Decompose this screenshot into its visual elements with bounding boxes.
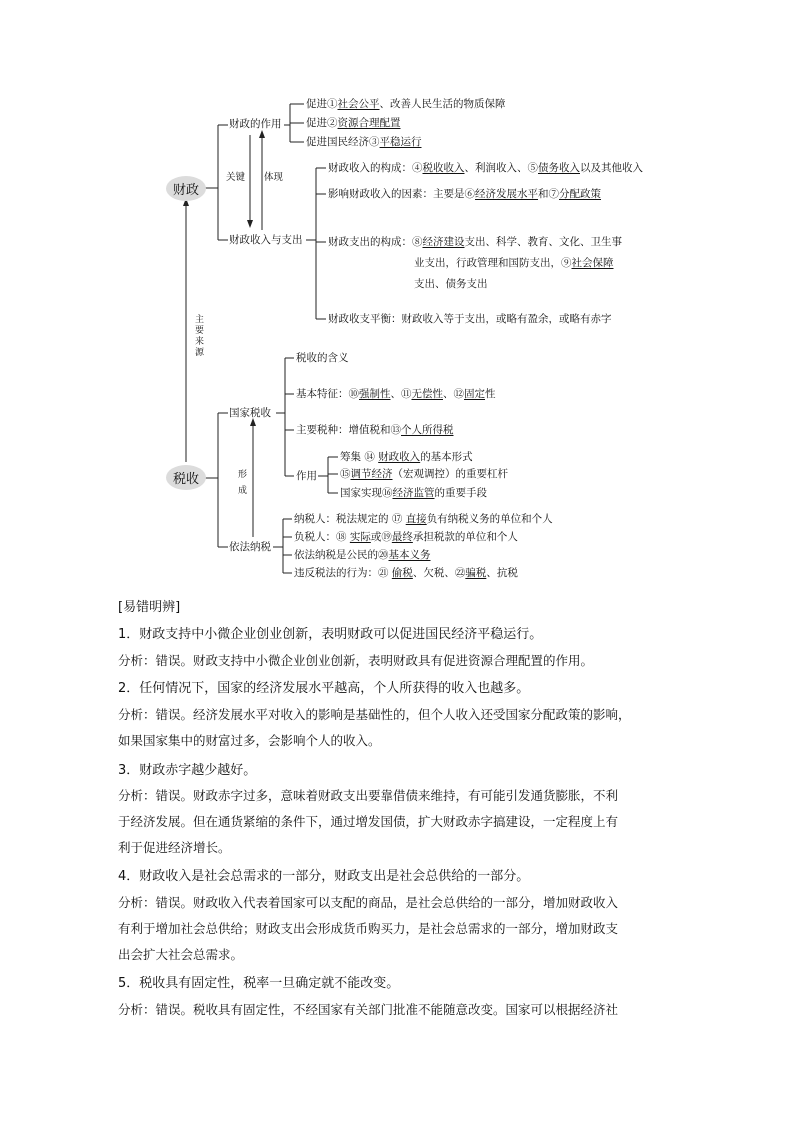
guojia-role-2 [340, 468, 508, 481]
text: 主要税种：增值税和⑬ [296, 424, 401, 436]
text: （宏观调控）的重要杠杆 [392, 468, 508, 480]
text: 促进① [306, 98, 338, 110]
analysis-2-line1: 分析：错误。经济发展水平对收入的影响是基础性的，但个人收入还受国家分配政策的影响， [118, 707, 631, 722]
text: 支出、科学、教育、文化、卫生事 [464, 236, 622, 248]
key-answer: 调节经济 [350, 468, 393, 480]
guojia-meaning: 税收的含义 [296, 352, 349, 364]
zuoyong-item-1 [306, 98, 506, 111]
guojia-features [296, 388, 496, 401]
analysis-3-line1: 分析：错误。财政赤字过多，意味着财政支出要靠借债来维持，有可能引发通货膨胀，不利 [118, 788, 619, 803]
analysis-4-line3: 出会扩大社会总需求。 [118, 947, 244, 962]
key-answer: 基本义务 [388, 549, 431, 561]
text: 的重要手段 [434, 487, 487, 499]
question-5: 5．税收具有固定性，税率一旦确定就不能改变。 [118, 976, 400, 991]
key-answer: 分配政策 [559, 188, 601, 200]
node-caizheng: 财政 [166, 176, 206, 201]
text: 财政支出的构成：⑧ [328, 236, 423, 248]
shouzhi-spending-line2 [414, 257, 614, 270]
question-3: 3．财政赤字越少越好。 [118, 763, 257, 778]
key-answer: 个人所得税 [401, 424, 454, 436]
analysis-4-line2: 有利于增加社会总供给；财政支出会形成货币购买力，是社会总需求的一部分，增加财政支 [118, 921, 619, 936]
key-answer: 骗税 [465, 567, 487, 579]
analysis-2-line2: 如果国家集中的财富过多，会影响个人的收入。 [118, 733, 381, 748]
text: 影响财政收入的因素：主要是⑥ [328, 188, 475, 200]
yifa-item-1 [294, 513, 553, 526]
text: 国家实现⑯ [340, 487, 393, 499]
key-answer: 债务收入 [538, 162, 580, 174]
key-answer: 经济建设 [422, 236, 465, 248]
key-answer: 实际 [349, 531, 371, 543]
guojia-role-1 [340, 451, 473, 464]
yifa-title: 依法纳税 [229, 541, 271, 553]
text: 、抗税 [486, 567, 518, 579]
text: 促进国民经济③ [306, 136, 380, 148]
text: 和⑦ [538, 188, 559, 200]
text: 负税人：⑱ [294, 531, 350, 543]
shouzhi-spending-line3: 支出、债务支出 [414, 278, 488, 290]
key-answer: 社会公平 [337, 98, 380, 110]
text: 以及其他收入 [580, 162, 643, 174]
key-answer: 经济监管 [392, 487, 435, 499]
shouzhi-spending-line1 [328, 236, 622, 249]
text: 、⑫ [443, 388, 464, 400]
key-answer: 最终 [391, 531, 413, 543]
link-embody-label: 体现 [264, 172, 284, 183]
key-answer: 资源合理配置 [337, 117, 401, 129]
key-answer: 税收收入 [422, 162, 465, 174]
analysis-3-line3: 利于促进经济增长。 [118, 840, 231, 855]
text: 或⑲ [370, 531, 392, 543]
guojia-taxes [296, 424, 454, 437]
zuoyong-item-3 [306, 136, 422, 149]
text: 违反税法的行为：㉑ [294, 567, 392, 579]
yifa-item-3 [294, 549, 431, 562]
analysis-4-line1: 分析：错误。财政收入代表着国家可以支配的商品，是社会总供给的一部分，增加财政收入 [118, 895, 619, 910]
text: 促进② [306, 117, 338, 129]
guojia-role-3 [340, 487, 487, 500]
link-key-label: 关键 [226, 172, 246, 183]
text: 、利润收入、⑤ [464, 162, 538, 174]
analysis-1: 分析：错误。财政支持中小微企业创业创新，表明财政具有促进资源合理配置的作用。 [118, 653, 594, 668]
section-title: [易错明辨] [118, 600, 181, 615]
link-main-source-label: 主要来源 [194, 315, 204, 358]
key-answer: 财政收入 [378, 451, 421, 463]
question-1: 1．财政支持中小微企业创业创新，表明财政可以促进国民经济平稳运行。 [118, 627, 543, 642]
key-answer: 强制性 [359, 388, 391, 400]
key-answer: 经济发展水平 [475, 188, 538, 200]
guojia-role-label: 作用 [296, 470, 317, 482]
text: 纳税人：税法规定的 ⑰ [294, 513, 406, 525]
key-answer: 固定 [464, 388, 485, 400]
text: 性 [485, 388, 496, 400]
zuoyong-title: 财政的作用 [229, 118, 282, 130]
yifa-item-4 [294, 567, 518, 580]
text: 承担税款的单位和个人 [412, 531, 518, 543]
key-answer: 平稳运行 [379, 136, 422, 148]
text: 负有纳税义务的单位和个人 [426, 513, 553, 525]
node-shuishou: 税收 [166, 465, 206, 490]
shouzhi-title: 财政收入与支出 [229, 234, 303, 246]
text: 基本特征：⑩ [296, 388, 359, 400]
analysis-3-line2: 于经济发展。但在通货紧缩的条件下，通过增发国债，扩大财政赤字搞建设，一定程度上有 [118, 814, 619, 829]
shouzhi-income [328, 162, 643, 175]
link-form-label: 形成 [237, 470, 247, 496]
question-2: 2．任何情况下，国家的经济发展水平越高，个人所获得的收入也越多。 [118, 681, 530, 696]
text: ⑮ [340, 468, 351, 480]
text: 依法纳税是公民的⑳ [294, 549, 389, 561]
zuoyong-item-2 [306, 117, 401, 130]
shouzhi-balance: 财政收支平衡：财政收入等于支出，或略有盈余，或略有赤字 [328, 313, 612, 325]
text: 的基本形式 [420, 451, 473, 463]
question-4: 4．财政收入是社会总需求的一部分，财政支出是社会总供给的一部分。 [118, 869, 530, 884]
key-answer: 社会保障 [571, 257, 614, 269]
key-answer: 无偿性 [411, 388, 443, 400]
text: 、⑪ [390, 388, 412, 400]
text: 、欠税、㉒ [412, 567, 466, 579]
text: 业支出，行政管理和国防支出，⑨ [414, 257, 572, 269]
key-answer: 直接 [405, 513, 427, 525]
analysis-5-line1: 分析：错误。税收具有固定性，不经国家有关部门批准不能随意改变。国家可以根据经济社 [118, 1002, 619, 1017]
yifa-item-2 [294, 531, 518, 544]
shouzhi-factors [328, 188, 601, 201]
text: 、改善人民生活的物质保障 [379, 98, 506, 110]
text: 筹集 ⑭ [340, 451, 379, 463]
text: 财政收入的构成：④ [328, 162, 423, 174]
guojia-title: 国家税收 [229, 407, 271, 419]
key-answer: 偷税 [391, 567, 413, 579]
